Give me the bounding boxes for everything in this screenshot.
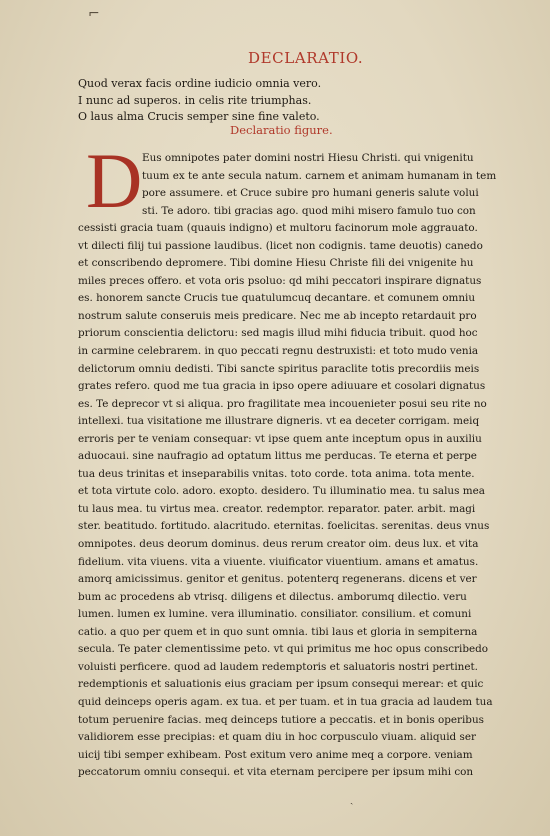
text-line: catio. a quo per quem et in quo sunt omnia. tibi laus et gloria in sempiterna: [78, 625, 478, 638]
text-line: tuum ex te ante secula natum. carnem et animam humanam in tem: [142, 169, 497, 182]
text-line: peccatorum omniu consequi. et vita eternam percipere per ipsum mihi con: [78, 766, 474, 779]
ink-speck: ˎ: [350, 794, 354, 805]
text-line: Eus omnipotes pater domini nostri Hiesu Christi. qui vnigenitu: [142, 152, 474, 164]
text-line: erroris per te veniam consequar: vt ipse quem ante inceptum opus in auxiliu: [78, 432, 482, 445]
text-line: es. honorem sancte Crucis tue quatulumcuq decantare. et comunem omniu: [78, 292, 476, 305]
verse-line: I nunc ad superos. in celis rite triumphas.: [78, 93, 312, 107]
text-line: ster. beatitudo. fortitudo. alacritudo. eternitas. foelicitas. serenitas. deus vnus: [78, 520, 490, 533]
text-line: sti. Te adoro. tibi gracias ago. quod mihi misero famulo tuo con: [142, 204, 476, 217]
text-line: bum ac procedens ab vtrisq. diligens et dilectus. amborumq dilectio. veru: [78, 590, 467, 603]
text-line: fidelium. vita viuens. vita a viuente. viuificator viuentium. amans et amatus.: [78, 555, 479, 568]
text-line: grates refero. quod me tua gracia in ipso opere adiuuare et cosolari dignatus: [78, 380, 486, 393]
text-line: quid deinceps operis agam. ex tua. et per tuam. et in tua gracia ad laudem tua: [78, 695, 493, 708]
drop-cap-initial: D: [86, 137, 143, 224]
text-line: intellexi. tua visitatione me illustrare digneris. vt ea deceter corrigam. meiq: [78, 415, 480, 428]
text-line: in carmine celebrarem. in quo peccati regnu destruxisti: et toto mudo venia: [78, 345, 479, 358]
text-line: tu laus mea. tu virtus mea. creator. redemptor. reparator. pater. arbit. magi: [78, 502, 476, 515]
text-line: priorum conscientia delictoru: sed magis illud mihi fiducia tribuit. quod hoc: [78, 327, 478, 340]
text-line: redemptionis et saluationis eius graciam per ipsum consequi merear: et quic: [78, 678, 484, 691]
text-line: nostrum salute conseruis meis predicare. Nec me ab incepto retardauit pro: [78, 309, 477, 322]
text-line: uicij tibi semper exhibeam. Post exitum vero anime meq a corpore. veniam: [78, 748, 473, 761]
text-line: secula. Te pater clementissime peto. vt qui primitus me hoc opus conscribedo: [78, 643, 489, 656]
verse-line: Quod verax facis ordine iudicio omnia vero.: [78, 77, 322, 90]
text-line: amorq amicissimus. genitor et genitus. potenterq regenerans. dicens et ver: [78, 573, 477, 586]
text-line: cessisti gracia tuam (quauis indigno) et multoru facinorum mole aggrauato.: [78, 222, 478, 235]
text-line: validiorem esse precipias: et quam diu in hoc corpusculo viuam. aliquid ser: [78, 731, 476, 744]
section-subheading: Declaratio figure.: [230, 123, 333, 137]
text-line: et conscribendo depromere. Tibi domine Hiesu Christe fili dei vnigenite hu: [78, 257, 474, 270]
text-line: omnipotes. deus deorum dominus. deus rerum creator oim. deus lux. et vita: [78, 538, 479, 551]
text-line: totum peruenire facias. meq deinceps tutiore a peccatis. et in bonis operibus: [78, 713, 484, 726]
text-line: es. Te deprecor vt si aliqua. pro fragilitate mea incouenieter posui seu rite no: [78, 397, 487, 410]
verse-line: O laus alma Crucis semper sine fine valeto.: [78, 110, 320, 123]
text-line: aduocaui. sine naufragio ad optatum littus me perducas. Te eterna et perpe: [78, 450, 477, 463]
text-line: et tota virtute colo. adoro. exopto. desidero. Tu illuminatio mea. tu salus mea: [78, 485, 485, 498]
text-line: lumen. lumen ex lumine. vera illuminatio. consiliator. consilium. et comuni: [78, 608, 472, 621]
text-line: pore assumere. et Cruce subire pro humani generis salute volui: [142, 187, 479, 200]
text-line: delictorum omniu dedisti. Tibi sancte spiritus paraclite totis precordiis meis: [78, 362, 480, 375]
verse-block: [78, 76, 518, 126]
text-line: vt dilecti filij tui passione laudibus. (licet non codignis. tame deuotis) canedo: [78, 239, 483, 252]
pen-mark: ⌐: [88, 6, 100, 22]
text-line: miles preces offero. et vota oris psoluo: qd mihi peccatori inspirare dignatus: [78, 274, 482, 287]
body-text: [78, 150, 523, 782]
page-heading: DECLARATIO.: [248, 49, 364, 67]
text-line: tua deus trinitas et inseparabilis vnitas. toto corde. tota anima. tota mente.: [78, 467, 475, 480]
text-line: voluisti perficere. quod ad laudem redemptoris et saluatoris nostri pertinet.: [78, 660, 478, 673]
